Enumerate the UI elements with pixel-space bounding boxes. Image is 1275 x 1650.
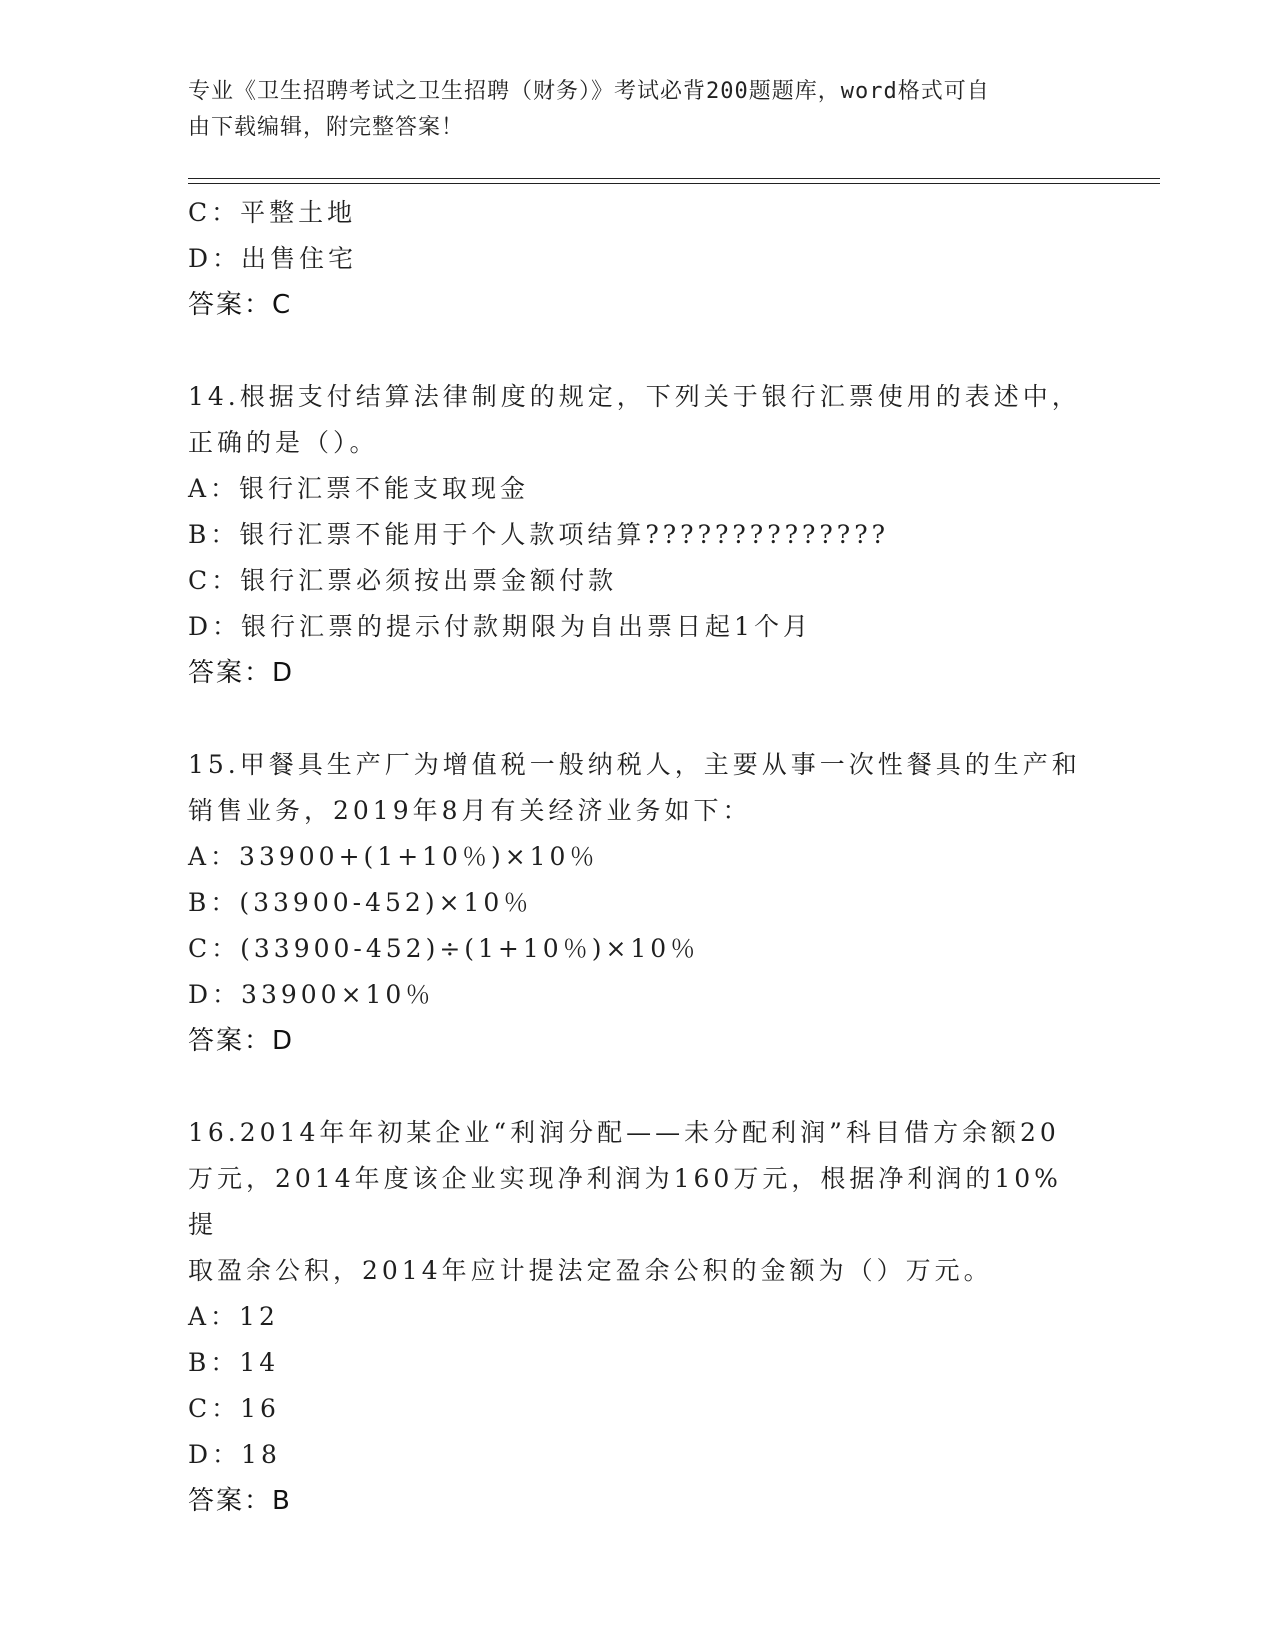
document-header (188, 74, 1088, 146)
option-d: D：18 (188, 1440, 281, 1469)
answer: 答案：B (188, 1486, 292, 1516)
header-line-2: 由下载编辑，附完整答案！ (188, 115, 465, 140)
spacer (188, 328, 1088, 374)
question-stem-line: 15.甲餐具生产厂为增值税一般纳税人，主要从事一次性餐具的生产和 (188, 750, 1081, 779)
option-b: B：银行汇票不能用于个人款项结算?????????????? (188, 520, 890, 549)
question-stem-line: 正确的是（）。 (188, 428, 379, 457)
option-b: B：(33900-452)×10％ (188, 888, 533, 917)
option-c: C：平整土地 (188, 198, 357, 227)
question-15 (188, 742, 1088, 1064)
option-c: C：(33900-452)÷(1+10％)×10％ (188, 934, 700, 963)
question-16 (188, 1110, 1088, 1524)
answer: 答案：D (188, 1026, 295, 1056)
header-rule-bottom (188, 183, 1160, 184)
question-14 (188, 374, 1088, 696)
option-b: B：14 (188, 1348, 280, 1377)
option-a: A：12 (188, 1302, 279, 1331)
question-stem-line: 销售业务，2019年8月有关经济业务如下： (188, 796, 752, 825)
option-d: D：33900×10％ (188, 980, 435, 1009)
header-line-1: 专业《卫生招聘考试之卫生招聘（财务）》考试必背200题题库，word格式可自 (188, 79, 990, 104)
question-13-tail (188, 190, 1088, 328)
option-c: C：银行汇票必须按出票金额付款 (188, 566, 618, 595)
question-stem-line: 万元，2014年度该企业实现净利润为160万元，根据净利润的10%提 (188, 1164, 1062, 1239)
spacer (188, 1064, 1088, 1110)
question-stem-line: 16.2014年年初某企业“利润分配——未分配利润”科目借方余额20 (188, 1118, 1060, 1147)
option-d: D：银行汇票的提示付款期限为自出票日起1个月 (188, 612, 812, 641)
answer: 答案：D (188, 658, 295, 688)
option-d: D：出售住宅 (188, 244, 358, 273)
question-stem-line: 14.根据支付结算法律制度的规定，下列关于银行汇票使用的表述中， (188, 382, 1081, 411)
option-a: A：33900+(1+10％)×10％ (188, 842, 599, 871)
header-rule-top (188, 178, 1160, 179)
document-body (188, 190, 1088, 1524)
spacer (188, 696, 1088, 742)
answer: 答案：C (188, 290, 293, 320)
option-a: A：银行汇票不能支取现金 (188, 474, 530, 503)
option-c: C：16 (188, 1394, 280, 1423)
question-stem-line: 取盈余公积，2014年应计提法定盈余公积的金额为（）万元。 (188, 1256, 993, 1285)
